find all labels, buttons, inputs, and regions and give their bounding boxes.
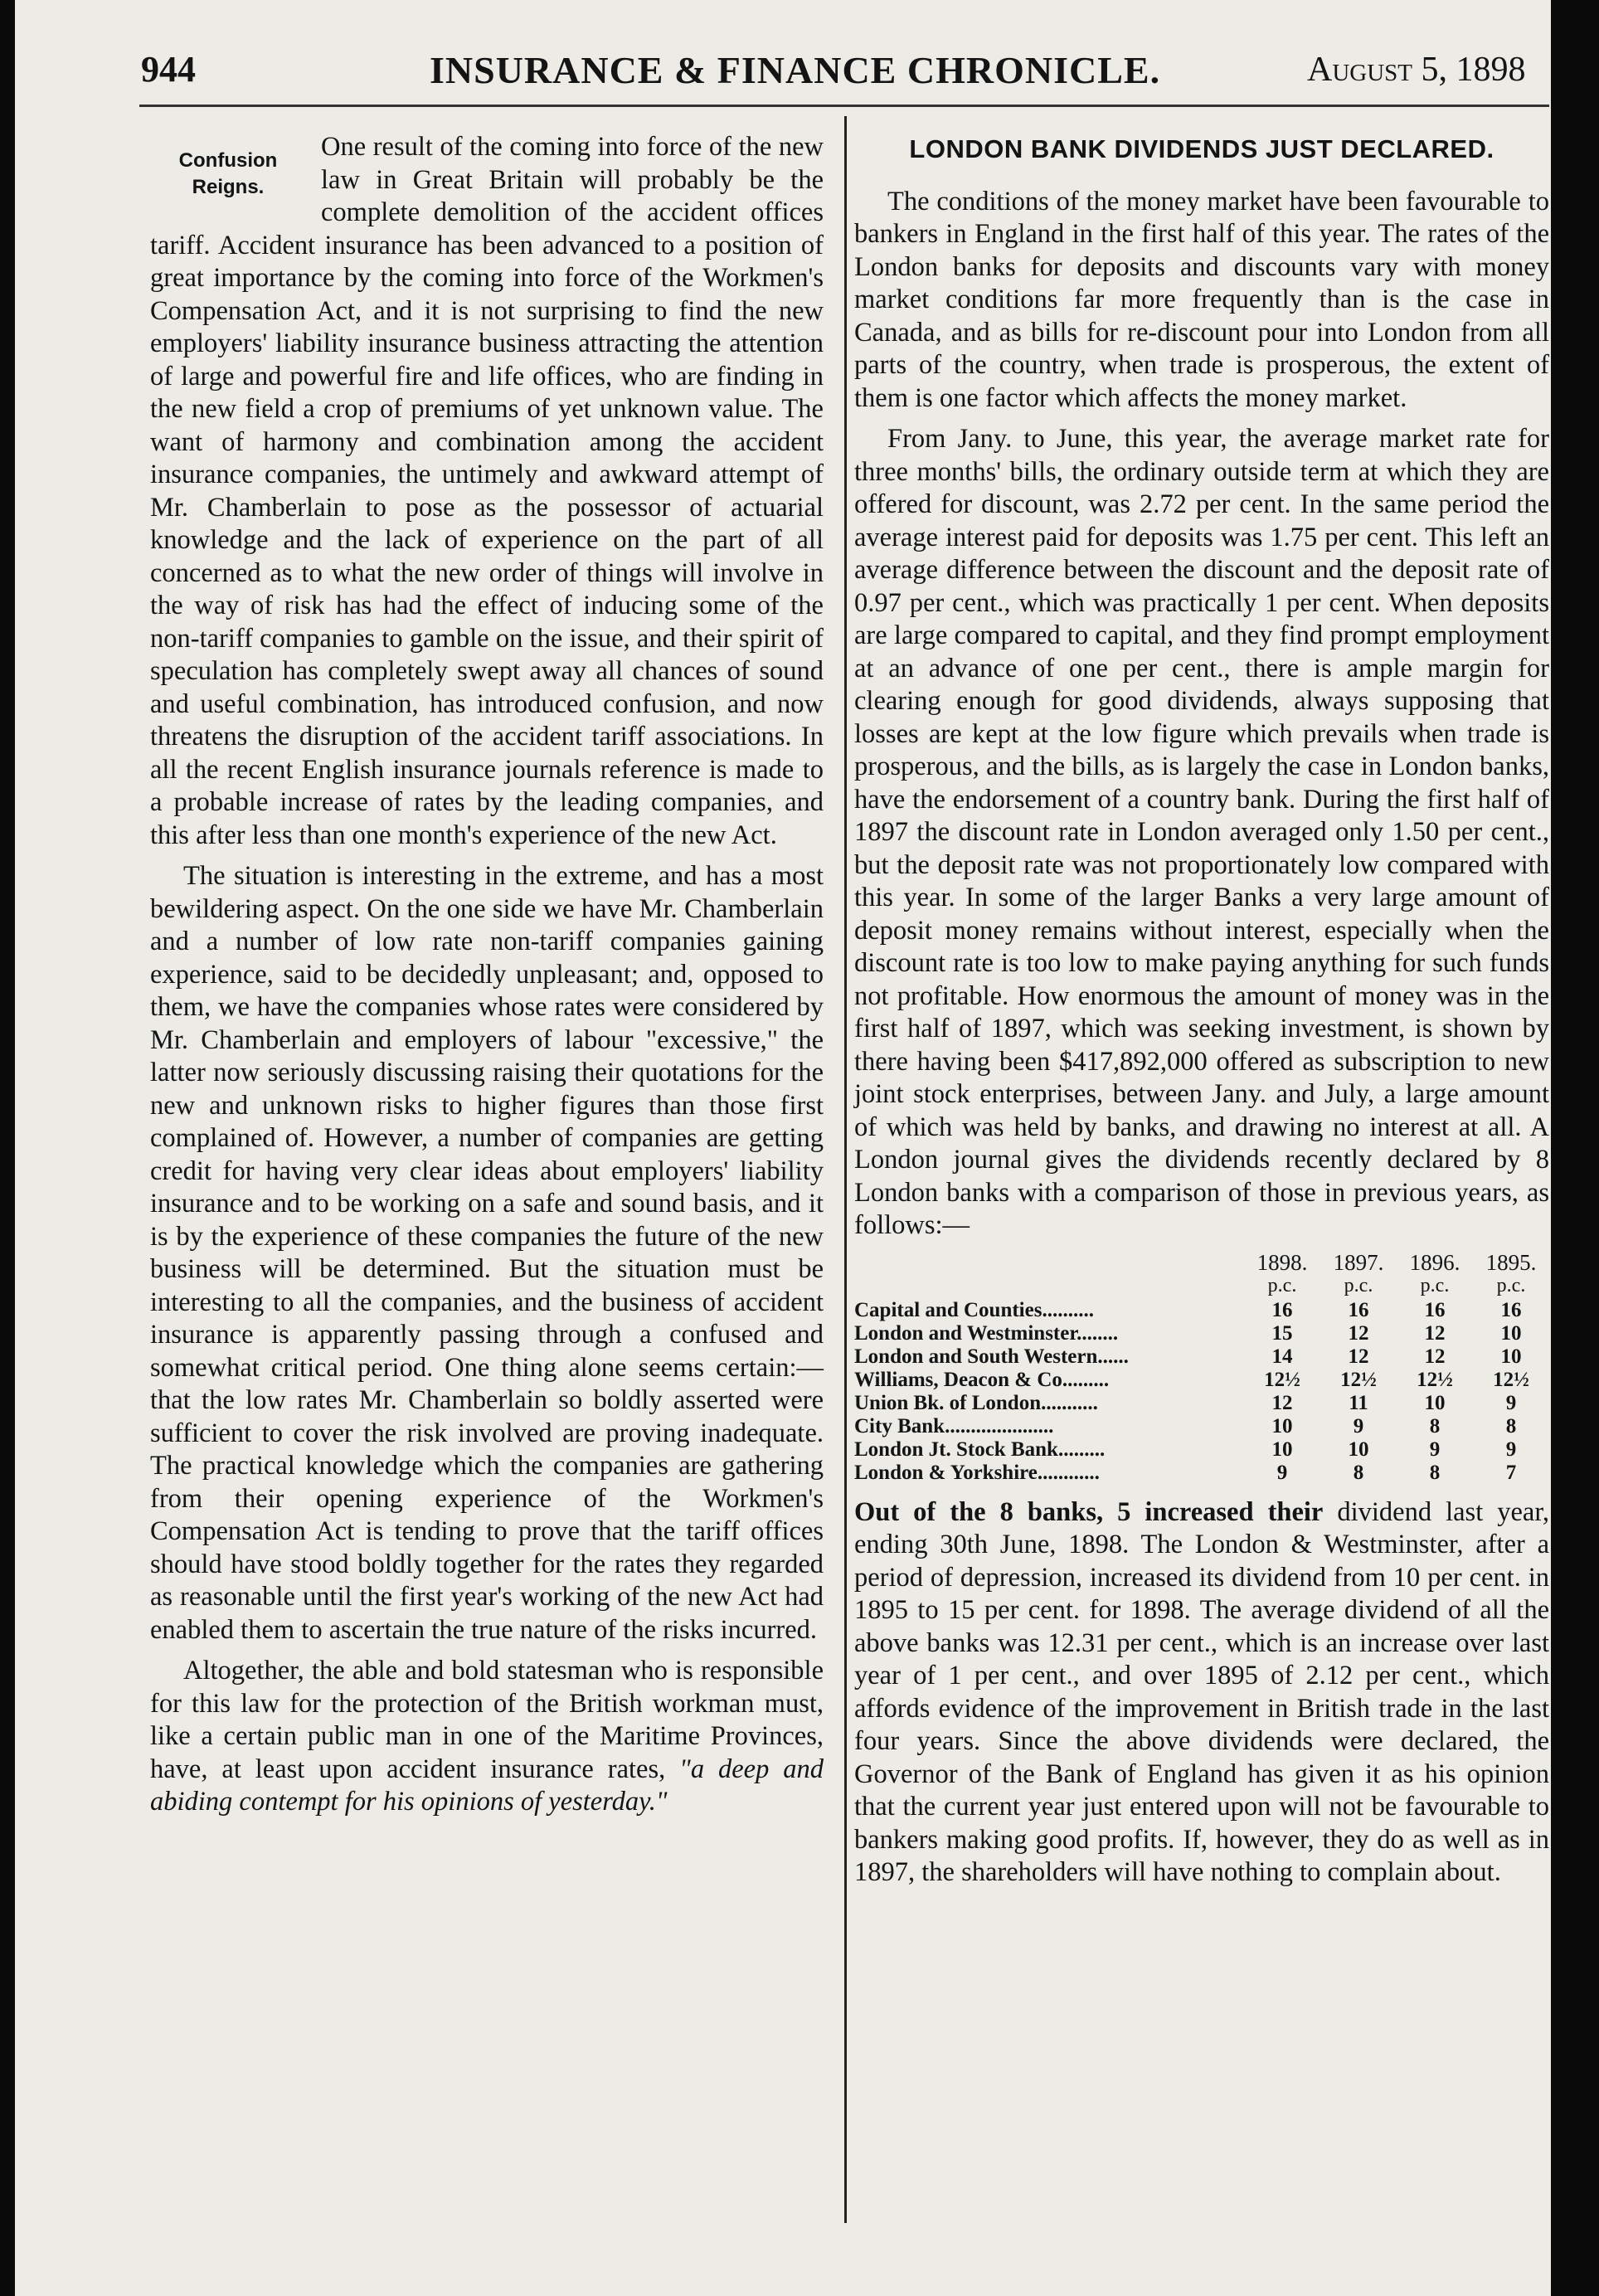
unit-header: p.c. (1344, 1274, 1373, 1296)
bank-name: London and Westminster (854, 1321, 1077, 1345)
dividend-cell: 8 (1353, 1461, 1364, 1484)
dividend-cell: 15 (1271, 1321, 1293, 1345)
journal-title: INSURANCE & FINANCE CHRONICLE. (430, 49, 1161, 91)
dividend-cell: 9 (1505, 1437, 1517, 1461)
table-header-row (854, 1251, 1549, 1274)
year-header: 1898. (1256, 1249, 1308, 1275)
dot-leader: ............ (1037, 1461, 1100, 1484)
table-row (854, 1299, 1549, 1322)
newspaper-page (15, 0, 1551, 2296)
article-heading: LONDON BANK DIVIDENDS JUST DECLARED. (909, 134, 1495, 163)
bank-name-cell (854, 1369, 1244, 1392)
bank-name-cell (854, 1322, 1244, 1345)
issue-date: August 5, 1898 (1307, 51, 1526, 89)
closing-quote: "a deep and abiding contempt for his opinions of yesterday." (150, 1754, 824, 1817)
dividend-cell: 12 (1348, 1345, 1369, 1368)
dividend-cell: 10 (1500, 1345, 1522, 1368)
dividends-table (854, 1251, 1549, 1485)
dividend-cell: 12 (1271, 1391, 1293, 1414)
dividend-cell: 16 (1348, 1298, 1369, 1321)
dividend-cell: 12½ (1493, 1368, 1529, 1391)
dividend-cell: 10 (1424, 1391, 1446, 1414)
dividend-cell: 9 (1505, 1391, 1517, 1414)
table-row (854, 1462, 1549, 1485)
dividend-cell: 8 (1429, 1414, 1441, 1437)
dividend-cell: 12½ (1417, 1368, 1453, 1391)
dividend-cell: 7 (1505, 1461, 1517, 1484)
paragraph-text: Altogether, the able and bold statesman who is responsible for this law for the protection of the British workman must, like a certain public man in one of the Maritime Provinces, have, at least upon accident insurance rates, (150, 1656, 824, 1784)
dividend-cell: 14 (1271, 1345, 1293, 1368)
dividend-cell: 9 (1353, 1414, 1364, 1437)
year-header: 1897. (1333, 1249, 1384, 1275)
bank-name: London Jt. Stock Bank (854, 1437, 1058, 1461)
dividend-cell: 12½ (1340, 1368, 1377, 1391)
table-body (854, 1299, 1549, 1485)
dividend-cell: 10 (1500, 1321, 1522, 1345)
bank-name: Capital and Counties (854, 1298, 1043, 1321)
dividend-cell: 10 (1271, 1414, 1293, 1437)
table-row (854, 1369, 1549, 1392)
bank-name-cell (854, 1462, 1244, 1485)
dividend-cell: 12 (1348, 1321, 1369, 1345)
header-rule (139, 105, 1549, 107)
sidenote-line: Confusion (178, 149, 278, 172)
bank-name-cell (854, 1299, 1244, 1322)
bank-name: London and South Western (854, 1345, 1098, 1368)
dividend-cell: 9 (1276, 1461, 1288, 1484)
dividend-cell: 16 (1500, 1298, 1522, 1321)
dividend-cell: 8 (1505, 1414, 1517, 1437)
article-paragraph: From Jany. to June, this year, the average market rate for three months' bills, the ordinary outside term at which they are offered for discount, was 2.72 per cent. In the same period the average interest paid for deposits was 1.75 per cent. This left an average difference between the discount and the deposit rate of 0.97 per cent., which was practically 1 per cent. When deposits are large compared to capital, and they find prompt employment at an advance of one per cent., there is ample margin for clearing enough for good dividends, always supposing that losses are kept at the low figure which prevails when trade is prosperous, and the bills, as is largely the case in London banks, have the endorsement of a country bank. During the first half of 1897 the discount rate in London averaged only 1.50 per cent., but the deposit rate was not proportionately low compared with this year. In some of the larger Banks a very large amount of deposit money remains without interest, especially when the discount rate is too low to make paying anything for such funds not profitable. How enormous the amount of money was in the first half of 1897, which was seeking investment, is shown by there having been $417,892,000 offered as subscription to new joint stock enterprises, between Jany. and July, a large amount of which was held by banks, and drawing no interest at all. A London journal gives the dividends recently declared by 8 London banks with a comparison of those in previous years, as follows:— (854, 424, 1549, 1240)
dividend-cell: 12 (1424, 1345, 1446, 1368)
page-number: 944 (141, 49, 196, 90)
table-row (854, 1345, 1549, 1369)
dot-leader: .......... (1042, 1298, 1094, 1321)
unit-header: p.c. (1496, 1274, 1526, 1296)
column-divider (844, 116, 847, 2223)
table-header-spacer (854, 1274, 1244, 1299)
bank-name-cell (854, 1415, 1244, 1438)
article-paragraph: One result of the coming into force of the new law in Great Britain will probably be the complete demolition of the accident offices tariff. Accident insurance has been advanced to a position of great importance by the coming into force of the Workmen's Compensation Act, and it is not surprising to find the new employers' liability insurance business attracting the attention of large and powerful fire and life offices, who are finding in the new field a crop of premiums of yet unknown value. The want of harmony and combination among the accident insurance companies, the untimely and awkward attempt of Mr. Chamberlain to pose as the possessor of actuarial knowledge and the lack of experience on the part of all concerned as to what the new order of things will involve in the way of risk has had the effect of inducing some of the non-tariff companies to gamble on the issue, and their spirit of speculation has completely swept away all chances of sound and useful combination, has introduced confusion, and now threatens the disruption of the accident tariff associations. In all the recent English insurance journals reference is made to a probable increase of rates by the leading companies, and this after less than one month's experience of the new Act. (150, 132, 824, 850)
unit-header: p.c. (1267, 1274, 1297, 1296)
sidenote-line: Reigns. (192, 176, 265, 198)
dividend-cell: 12 (1424, 1321, 1446, 1345)
bank-name: Williams, Deacon & Co (854, 1368, 1062, 1391)
table-row (854, 1415, 1549, 1438)
paragraph-text: dividend last year, ending 30th June, 1898. The London & Westminster, after a period of depression, increased its dividend from 10 per cent. in 1895 to 15 per cent. for 1898. The average dividend of all the above banks was 12.31 per cent., which is an increase over last year of 1 per cent., and over 1895 of 2.12 per cent., which affords evidence of the improvement in British trade in the last four years. Since the above dividends were declared, the Governor of the Bank of England has given it as his opinion that the current year just entered upon will not be favourable to bankers making good profits. If, however, they do as well as in 1897, the shareholders will have nothing to complain about. (854, 1496, 1549, 1887)
table-row (854, 1392, 1549, 1415)
dividend-cell: 9 (1429, 1437, 1441, 1461)
right-column-article (854, 131, 1549, 1898)
dot-leader: ......... (1057, 1437, 1106, 1461)
bank-name-cell (854, 1392, 1244, 1415)
dividend-cell: 10 (1271, 1437, 1293, 1461)
sidenote (145, 148, 311, 201)
bank-name-cell (854, 1345, 1244, 1369)
left-column-article (150, 131, 824, 1827)
dividend-cell: 16 (1424, 1298, 1446, 1321)
article-paragraph: The conditions of the money market have been favourable to bankers in England in the first half of this year. The rates of the London banks for deposits and discounts vary with money market conditions far more frequently than is the case in Canada, and as bills for re-discount pour into London from all parts of the country, when trade is prosperous, the extent of them is one factor which affects the money market. (854, 186, 1549, 413)
table-unit-row (854, 1274, 1549, 1299)
table-row (854, 1322, 1549, 1345)
article-paragraph: The situation is interesting in the extreme, and has a most bewildering aspect. On the one side we have Mr. Chamberlain and a number of low rate non-tariff companies gaining experience, said to be decidedly unpleasant; and, opposed to them, we have the companies whose rates were considered by Mr. Chamberlain and employers of labour "excessive," the latter now seriously discussing raising their quotations for the new and unknown risks to higher figures than those first complained of. However, a number of companies are getting credit for having very clear ideas about employers' liability insurance and to be working on a safe and sound basis, and it is by the experience of these companies the future of the new business will be determined. But the situation must be interesting to all the companies, and the business of accident insurance is apparently passing through a confused and somewhat critical period. One thing alone seems certain:—that the low rates Mr. Chamberlain so boldly asserted were sufficient to cover the risk involved are proving inadequate. The practical knowledge which the companies are gathering from their opening experience of the Workmen's Compensation Act is tending to prove that the tariff offices should have stood boldly together for the rates they regarded as reasonable until the first year's working of the new Act had enabled them to ascertain the true nature of the risks incurred. (150, 861, 824, 1645)
article-paragraph (854, 1496, 1549, 1890)
dot-leader: ......... (1062, 1368, 1110, 1391)
dividend-cell: 16 (1271, 1298, 1293, 1321)
dot-leader: ...... (1097, 1345, 1129, 1368)
dot-leader: ..................... (945, 1414, 1054, 1437)
bank-name-cell (854, 1438, 1244, 1462)
dividend-cell: 11 (1349, 1391, 1368, 1414)
year-header: 1896. (1409, 1249, 1460, 1275)
dot-leader: ........ (1077, 1321, 1119, 1345)
year-header: 1895. (1485, 1249, 1537, 1275)
page-header (15, 48, 1551, 106)
table-header-spacer (854, 1251, 1244, 1274)
unit-header: p.c. (1420, 1274, 1450, 1296)
bank-name: Union Bk. of London (854, 1391, 1042, 1414)
table-row (854, 1438, 1549, 1462)
dividend-cell: 12½ (1264, 1368, 1300, 1391)
bank-name: London & Yorkshire (854, 1461, 1038, 1484)
dividend-cell: 10 (1348, 1437, 1369, 1461)
dot-leader: ........... (1041, 1391, 1098, 1414)
dividend-cell: 8 (1429, 1461, 1441, 1484)
bank-name: City Bank (854, 1414, 945, 1437)
paragraph-lead: Out of the 8 banks, 5 increased their (854, 1496, 1324, 1527)
article-paragraph (150, 1655, 824, 1819)
